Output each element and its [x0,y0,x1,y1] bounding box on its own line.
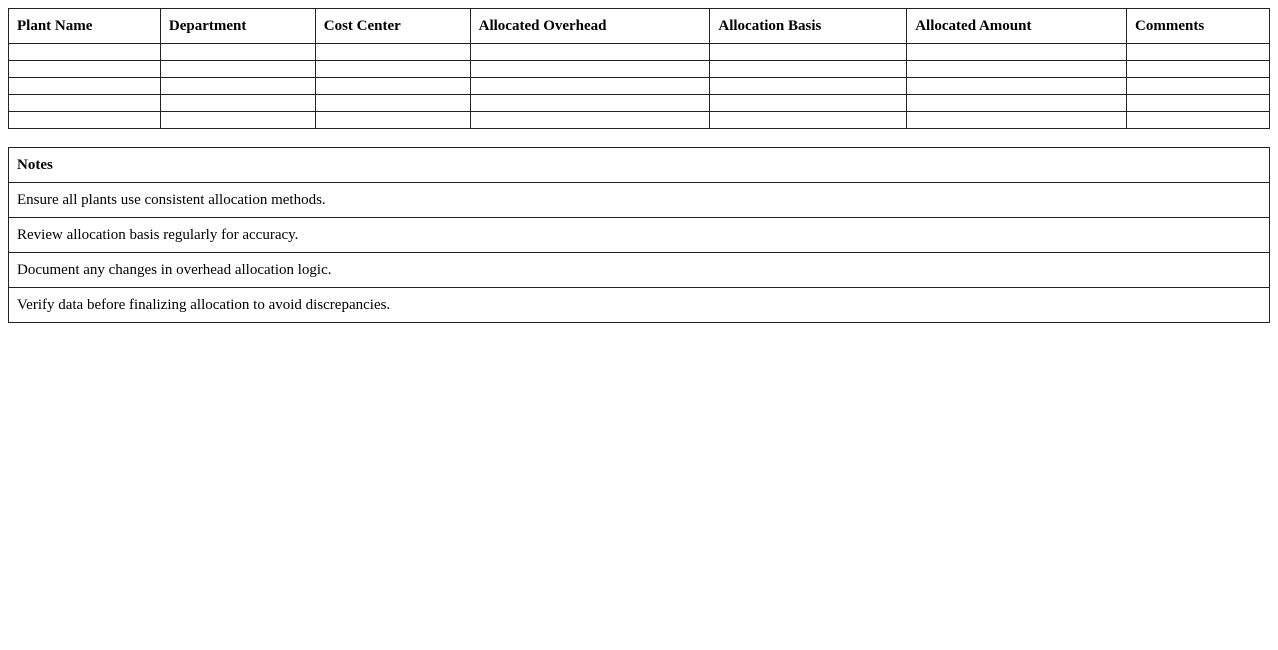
table-cell[interactable] [710,44,907,61]
table-header-row [9,9,1270,44]
table-cell[interactable] [315,61,470,78]
notes-title: Notes [9,148,1270,183]
list-item [9,288,1270,323]
header-plant-name: Plant Name [9,9,161,44]
header-cost-center: Cost Center [315,9,470,44]
overhead-allocation-table [8,8,1270,129]
table-cell[interactable] [1127,95,1270,112]
table-cell[interactable] [9,78,161,95]
table-cell[interactable] [907,78,1127,95]
table-cell[interactable] [9,112,161,129]
note-text: Review allocation basis regularly for accuracy. [9,218,1270,253]
note-text: Verify data before finalizing allocation to avoid discrepancies. [9,288,1270,323]
header-allocated-amount: Allocated Amount [907,9,1127,44]
table-cell[interactable] [9,61,161,78]
table-cell[interactable] [710,61,907,78]
table-cell[interactable] [907,44,1127,61]
table-row [9,112,1270,129]
list-item [9,218,1270,253]
table-cell[interactable] [160,61,315,78]
table-row [9,78,1270,95]
table-cell[interactable] [160,112,315,129]
list-item [9,253,1270,288]
table-row [9,44,1270,61]
table-cell[interactable] [9,95,161,112]
table-cell[interactable] [907,112,1127,129]
table-cell[interactable] [710,112,907,129]
note-text: Ensure all plants use consistent allocation methods. [9,183,1270,218]
notes-header-row [9,148,1270,183]
table-cell[interactable] [160,44,315,61]
table-cell[interactable] [315,44,470,61]
table-row [9,95,1270,112]
table-cell[interactable] [470,44,710,61]
table-cell[interactable] [1127,61,1270,78]
list-item [9,183,1270,218]
table-cell[interactable] [315,112,470,129]
header-department: Department [160,9,315,44]
header-comments: Comments [1127,9,1270,44]
table-cell[interactable] [315,78,470,95]
notes-table [8,147,1270,323]
table-row [9,61,1270,78]
table-cell[interactable] [710,78,907,95]
table-cell[interactable] [470,112,710,129]
table-cell[interactable] [470,61,710,78]
header-allocated-overhead: Allocated Overhead [470,9,710,44]
table-cell[interactable] [470,78,710,95]
header-allocation-basis: Allocation Basis [710,9,907,44]
table-cell[interactable] [710,95,907,112]
table-cell[interactable] [907,95,1127,112]
table-cell[interactable] [315,95,470,112]
table-cell[interactable] [1127,112,1270,129]
table-cell[interactable] [160,78,315,95]
table-cell[interactable] [9,44,161,61]
table-cell[interactable] [907,61,1127,78]
table-cell[interactable] [1127,78,1270,95]
table-cell[interactable] [1127,44,1270,61]
note-text: Document any changes in overhead allocation logic. [9,253,1270,288]
table-cell[interactable] [160,95,315,112]
table-cell[interactable] [470,95,710,112]
